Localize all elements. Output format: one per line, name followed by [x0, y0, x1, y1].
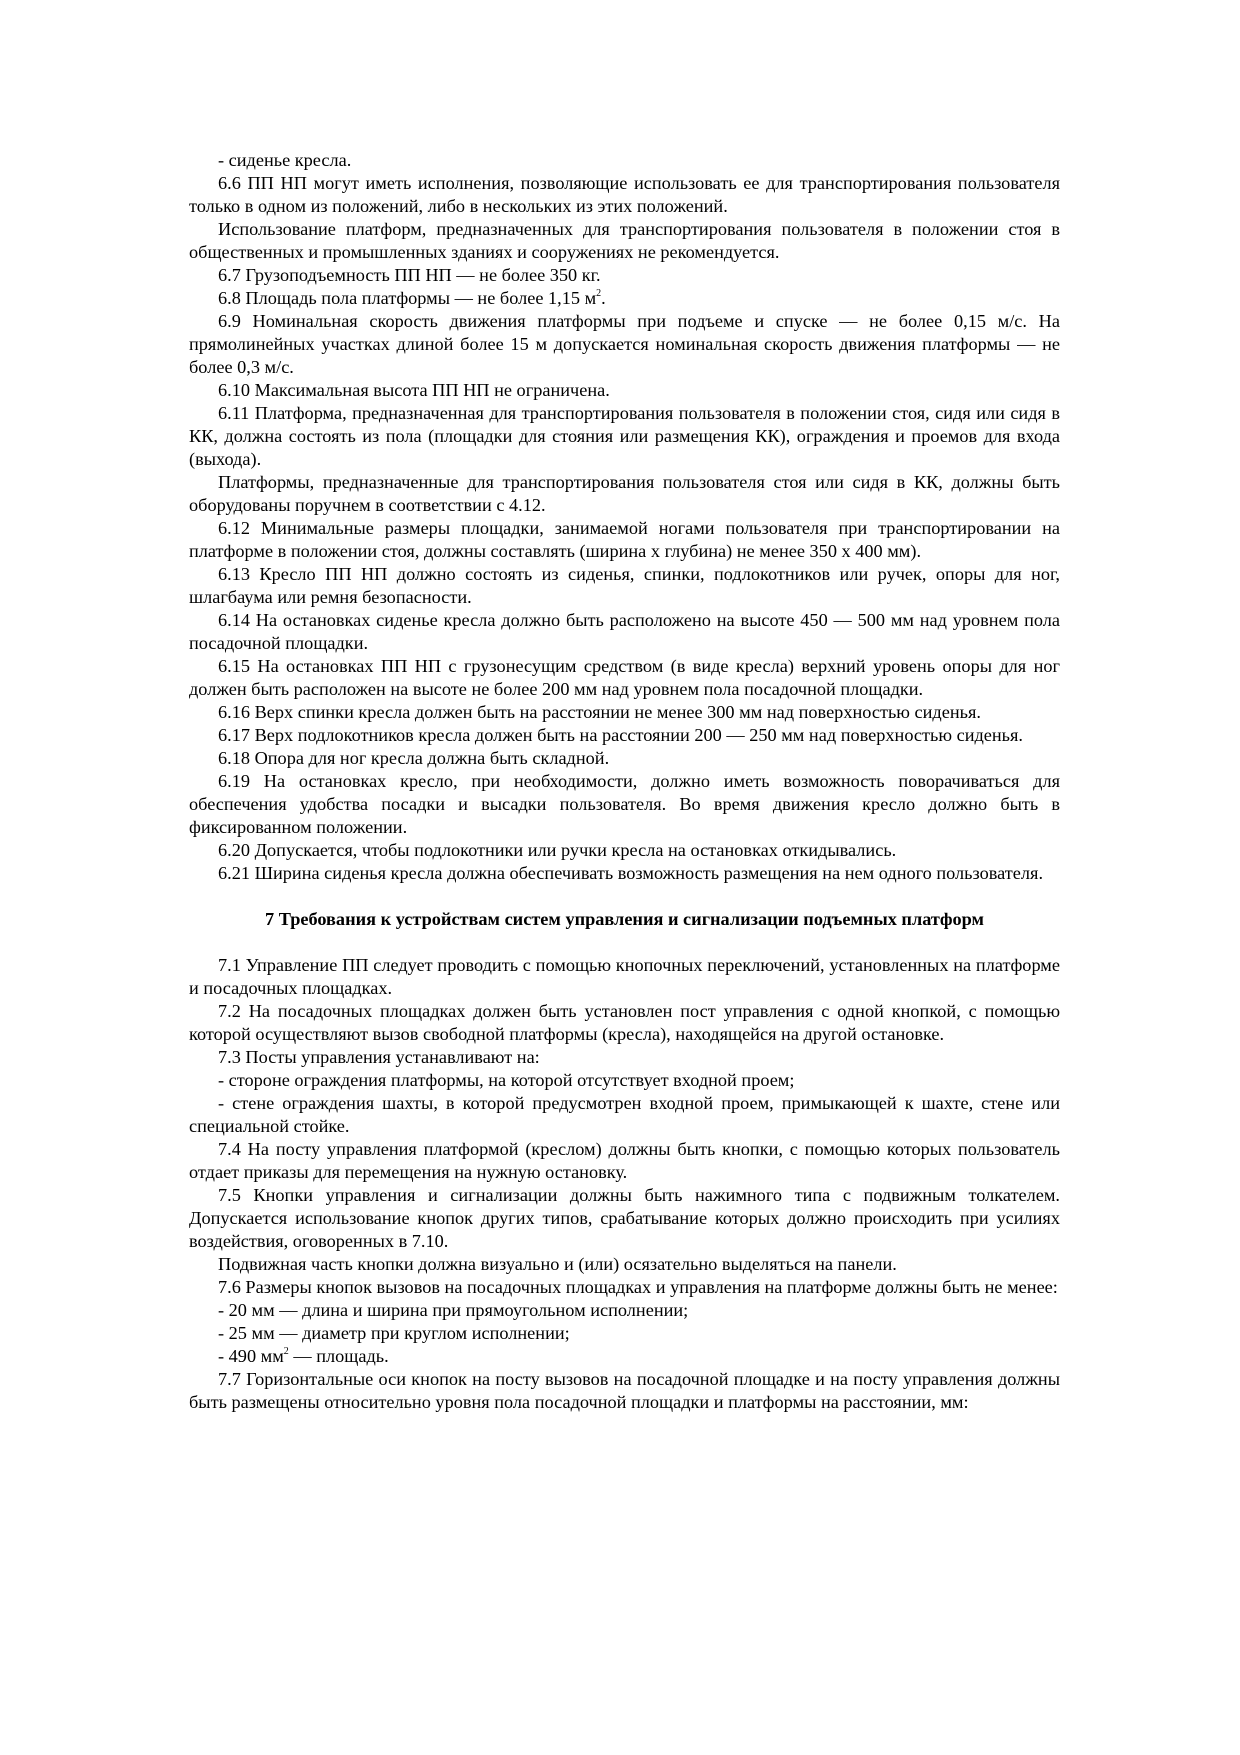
- paragraph: Использование платформ, предназначенных для транспортирования пользователя в положении стоя в общественных и промышленных зданиях и сооружениях не рекомендуется.: [189, 219, 1060, 262]
- paragraph: 6.21 Ширина сиденья кресла должна обеспечивать возможность размещения на нем одного пользователя.: [218, 863, 1044, 883]
- paragraph: Платформы, предназначенные для транспортирования пользователя стоя или сидя в КК, должны быть оборудованы поручнем в соответствии с 4.12.: [189, 472, 1060, 515]
- paragraph: 6.15 На остановках ПП НП с грузонесущим средством (в виде кресла) верхний уровень опоры для ног должен быть расположен на высоте не более 200 мм над уровнем пола посадочной площадки.: [189, 656, 1060, 699]
- paragraph: 7.7 Горизонтальные оси кнопок на посту вызовов на посадочной площадке и на посту управления должны быть размещены относительно уровня пола посадочной площадки и платформы на расстоянии, мм:: [189, 1369, 1060, 1412]
- section-heading: 7 Требования к устройствам систем управления и сигнализации подъемных платформ: [264, 909, 984, 929]
- superscript: 2: [283, 1345, 289, 1357]
- paragraph: - 25 мм — диаметр при круглом исполнении;: [218, 1323, 570, 1343]
- paragraph: 6.19 На остановках кресло, при необходимости, должно иметь возможность поворачиваться для обеспечения удобства посадки и высадки пользователя. Во время движения кресло должно быть в фиксированном положении.: [189, 771, 1060, 837]
- paragraph: - 20 мм — длина и ширина при прямоугольном исполнении;: [218, 1300, 689, 1320]
- paragraph: 6.14 На остановках сиденье кресла должно быть расположено на высоте 450 — 500 мм над уровнем пола посадочной площадки.: [189, 610, 1060, 653]
- document-page: [189, 149, 1060, 1414]
- paragraph: - сиденье кресла.: [218, 150, 352, 170]
- paragraph: 7.5 Кнопки управления и сигнализации должны быть нажимного типа с подвижным толкателем. Допускается использование кнопок других типов, срабатывание которых должно происходить при усилиях воздействия, оговоренных в 7.10.: [189, 1185, 1060, 1251]
- paragraph: 6.9 Номинальная скорость движения платформы при подъеме и спуске — не более 0,15 м/с. На прямолинейных участках длиной более 15 м допускается номинальная скорость движения платформы — не более 0,3 м/с.: [189, 311, 1060, 377]
- paragraph-area: [189, 1345, 1060, 1368]
- paragraph: 6.20 Допускается, чтобы подлокотники или ручки кресла на остановках откидывались.: [218, 840, 897, 860]
- paragraph: - стороне ограждения платформы, на которой отсутствует входной проем;: [218, 1070, 795, 1090]
- paragraph: 6.7 Грузоподъемность ПП НП — не более 350 кг.: [218, 265, 601, 285]
- paragraph: Подвижная часть кнопки должна визуально и (или) осязательно выделяться на панели.: [218, 1254, 897, 1274]
- superscript: 2: [596, 287, 602, 299]
- paragraph: 6.10 Максимальная высота ПП НП не ограничена.: [218, 380, 610, 400]
- paragraph: 6.16 Верх спинки кресла должен быть на расстоянии не менее 300 мм над поверхностью сиденья.: [218, 702, 981, 722]
- paragraph: 6.11 Платформа, предназначенная для транспортирования пользователя в положении стоя, сидя или сидя в КК, должна состоять из пола (площадки для стояния или размещения КК), ограждения и проемов для входа (выхода).: [189, 403, 1060, 469]
- paragraph: 7.3 Посты управления устанавливают на:: [218, 1047, 540, 1067]
- paragraph: 6.12 Минимальные размеры площадки, занимаемой ногами пользователя при транспортировании на платформе в положении стоя, должны составлять (ширина х глубина) не менее 350 х 400 мм).: [189, 518, 1060, 561]
- period: .: [601, 288, 606, 308]
- paragraph: 6.17 Верх подлокотников кресла должен быть на расстоянии 200 — 250 мм над поверхностью сиденья.: [218, 725, 1023, 745]
- paragraph-text: — площадь.: [288, 1346, 389, 1366]
- paragraph: 6.18 Опора для ног кресла должна быть складной.: [218, 748, 610, 768]
- paragraph: 7.2 На посадочных площадках должен быть установлен пост управления с одной кнопкой, с помощью которой осуществляют вызов свободной платформы (кресла), находящейся на другой остановке.: [189, 1001, 1060, 1044]
- paragraph: 7.4 На посту управления платформой (креслом) должны быть кнопки, с помощью которых пользователь отдает приказы для перемещения на нужную остановку.: [189, 1139, 1060, 1182]
- paragraph: 7.1 Управление ПП следует проводить с помощью кнопочных переключений, установленных на платформе и посадочных площадках.: [189, 955, 1060, 998]
- paragraph: 7.6 Размеры кнопок вызовов на посадочных площадках и управления на платформе должны быть не менее:: [218, 1277, 1058, 1297]
- paragraph: 6.13 Кресло ПП НП должно состоять из сиденья, спинки, подлокотников или ручек, опоры для ног, шлагбаума или ремня безопасности.: [189, 564, 1060, 607]
- paragraph-text: - 490 мм: [218, 1346, 284, 1366]
- paragraph: - стене ограждения шахты, в которой предусмотрен входной проем, примыкающей к шахте, стене или специальной стойке.: [189, 1093, 1060, 1136]
- paragraph-6-8: [189, 287, 1060, 310]
- paragraph-text: 6.8 Площадь пола платформы — не более 1,15 м: [218, 288, 597, 308]
- paragraph: 6.6 ПП НП могут иметь исполнения, позволяющие использовать ее для транспортирования пользователя только в одном из положений, либо в нескольких из этих положений.: [189, 173, 1060, 216]
